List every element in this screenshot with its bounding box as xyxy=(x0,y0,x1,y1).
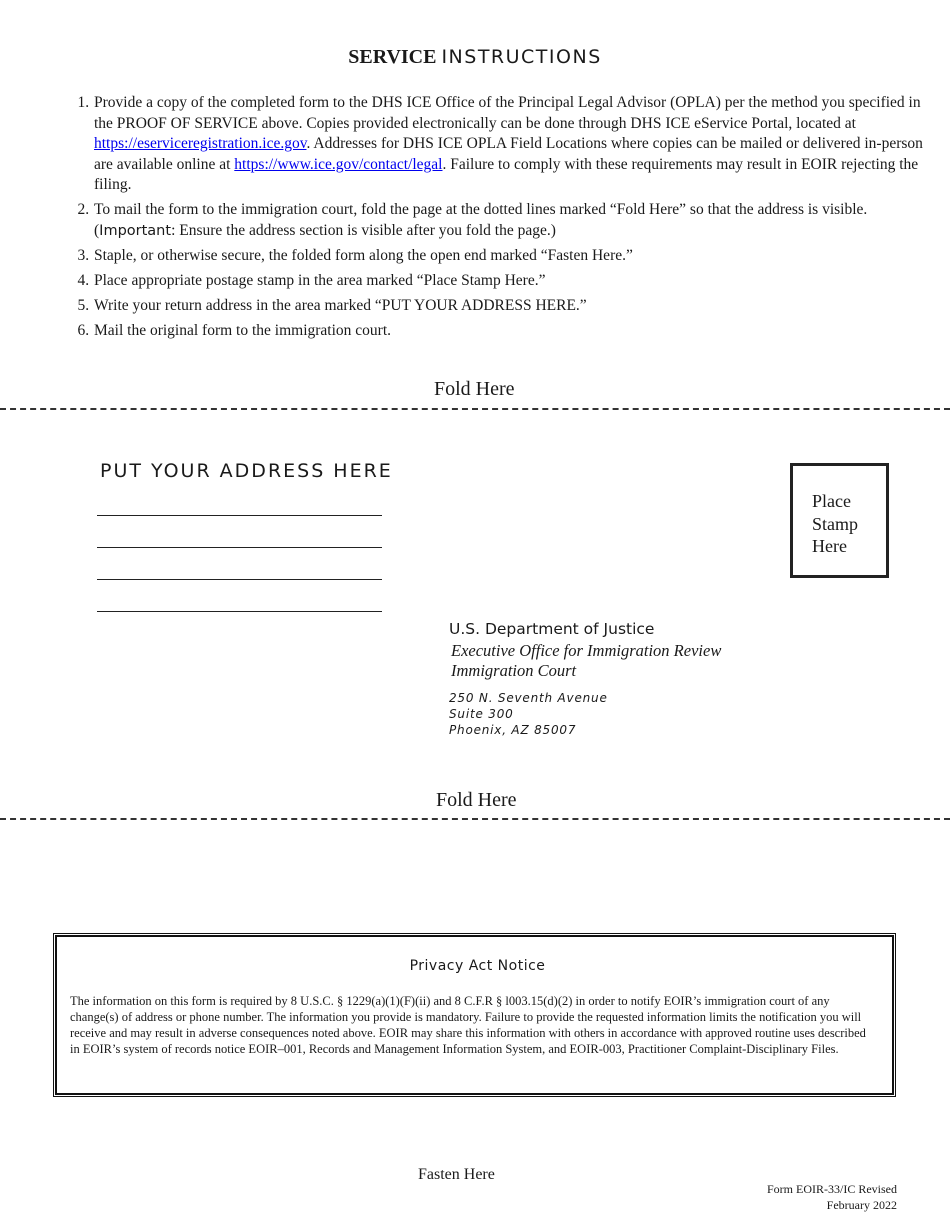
recipient-street-block xyxy=(449,690,608,738)
address-line[interactable] xyxy=(97,515,382,516)
instruction-item: 1. Provide a copy of the completed form to the DHS ICE Office of the Principal Legal Advisor (OPLA) per the method you specified in the PROOF OF SERVICE above. Copies provided electronically can be done through DHS ICE eService Portal, located at https://eserviceregistration.ice.gov. Addresses for DHS ICE OPLA Field Locations where copies can be mailed or delivered in-person are available online at https://www.ice.gov/contact/legal. Failure to comply with these requirements may result in EOIR rejecting the filing. xyxy=(93,93,933,196)
address-line[interactable] xyxy=(97,579,382,580)
title-bold: SERVICE xyxy=(348,46,437,68)
fold-here-bottom-label: Fold Here xyxy=(436,789,517,811)
fasten-here-label: Fasten Here xyxy=(418,1166,495,1183)
form-date: February 2022 xyxy=(826,1198,897,1212)
privacy-notice-title: Privacy Act Notice xyxy=(409,958,546,974)
privacy-notice-body: The information on this form is required by 8 U.S.C. § 1229(a)(1)(F)(ii) and 8 C.F.R § l003.15(d)(2) in order to notify EOIR’s immigration court of any change(s) of address or phone number. The information you provide is mandatory. Failure to provide the requested information limits the notification you will receive and may result in adverse consequences noted above. EOIR may share this information with others in accordance with approved routine uses described in EOIR’s system of records notice EOIR–001, Records and Management Information System, and EOIR-003, Practitioner Complaint-Disciplinary Files. xyxy=(70,994,866,1056)
recipient-court: Immigration Court xyxy=(451,661,577,680)
stamp-label: Place Stamp Here xyxy=(812,491,859,556)
fold-here-top-label: Fold Here xyxy=(434,378,515,400)
form-number: Form EOIR-33/IC Revised xyxy=(767,1182,897,1196)
instruction-item: 6. Mail the original form to the immigration court. xyxy=(93,321,933,342)
recipient-office-block xyxy=(451,641,721,681)
opla-contact-link[interactable]: https://www.ice.gov/contact/legal xyxy=(234,155,443,173)
address-line[interactable] xyxy=(97,547,382,548)
instructions-list xyxy=(60,93,933,346)
recipient-department: U.S. Department of Justice xyxy=(449,620,655,638)
instruction-item: 4. Place appropriate postage stamp in the area marked “Place Stamp Here.” xyxy=(93,271,933,292)
return-address-heading: PUT YOUR ADDRESS HERE xyxy=(100,460,393,482)
recipient-street: 250 N. Seventh Avenue xyxy=(449,691,608,705)
recipient-office: Executive Office for Immigration Review xyxy=(451,641,722,660)
recipient-city: Phoenix, AZ 85007 xyxy=(449,723,577,737)
important-label: Important xyxy=(99,222,172,239)
fold-line-top xyxy=(0,408,950,410)
recipient-suite: Suite 300 xyxy=(449,707,514,721)
title-rest: INSTRUCTIONS xyxy=(441,46,602,68)
privacy-notice-box xyxy=(53,933,896,1097)
fold-line-bottom xyxy=(0,818,950,820)
eservice-link[interactable]: https://eserviceregistration.ice.gov xyxy=(94,135,307,152)
address-line[interactable] xyxy=(97,611,382,612)
instruction-item: 3. Staple, or otherwise secure, the folded form along the open end marked “Fasten Here.” xyxy=(93,246,933,267)
instruction-item: 5. Write your return address in the area marked “PUT YOUR ADDRESS HERE.” xyxy=(93,296,933,317)
form-identifier xyxy=(767,1181,897,1213)
instruction-item: 2. To mail the form to the immigration court, fold the page at the dotted lines marked “Fold Here” so that the address is visible. (Important: Ensure the address section is visible after you fold the page.) xyxy=(93,200,933,241)
page-title xyxy=(0,46,950,69)
